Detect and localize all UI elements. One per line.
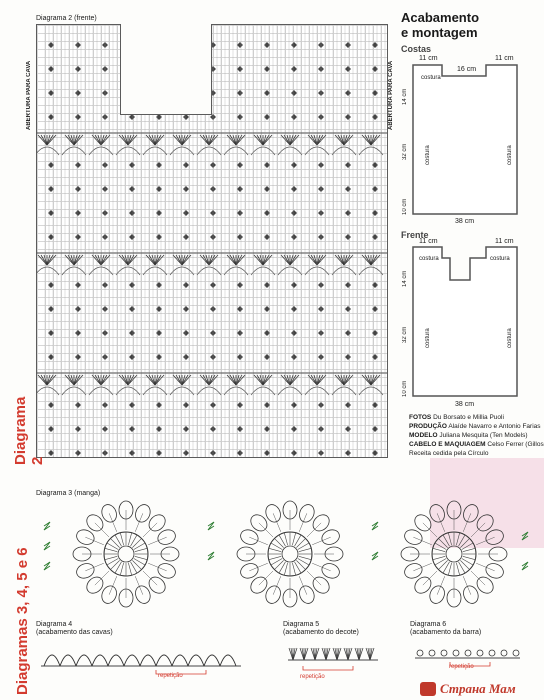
credit-line: MODELO Juliana Mesquita (Ten Models) bbox=[409, 432, 528, 439]
watermark-logo-icon bbox=[420, 682, 436, 696]
front-left-14: 14 cm bbox=[402, 270, 408, 287]
back-costura-side-left: costura bbox=[425, 145, 431, 165]
diagram6-repeat: repetição bbox=[449, 664, 474, 670]
diagram2-title: Diagrama 2 (frente) bbox=[36, 15, 97, 22]
diagram2-chart bbox=[36, 24, 388, 458]
watermark bbox=[420, 678, 544, 700]
diagram5-sub: (acabamento do decote) bbox=[283, 629, 359, 636]
diagram2-stitches bbox=[37, 25, 387, 457]
front-costura-side-right: costura bbox=[507, 328, 513, 348]
diagram4-title: Diagrama 4 bbox=[36, 621, 73, 628]
side-label-left: ABERTURA PARA CAVA bbox=[26, 60, 32, 130]
credit-line: CABELO E MAQUIAGEM Celso Ferrer (Gillos bbox=[409, 441, 544, 448]
back-bottom: 38 cm bbox=[455, 218, 475, 225]
front-top-left: 11 cm bbox=[419, 238, 438, 245]
credit-line: FOTOS Du Borsato e Millia Puoli bbox=[409, 414, 504, 421]
back-top-mid: 16 cm bbox=[457, 66, 477, 73]
back-costura-side-right: costura bbox=[507, 145, 513, 165]
costas-label: Costas bbox=[401, 44, 432, 54]
diagram6-sub: (acabamento da barra) bbox=[410, 629, 482, 636]
back-top-right: 11 cm bbox=[495, 55, 514, 62]
frente-label: Frente bbox=[401, 230, 429, 240]
diagram6-title: Diagrama 6 bbox=[410, 621, 447, 628]
back-left-14: 14 cm bbox=[402, 88, 408, 105]
front-bottom: 38 cm bbox=[455, 401, 475, 408]
finishing-title-2: e montagem bbox=[401, 25, 478, 40]
credit-line: Receita cedida pela Círculo bbox=[409, 450, 489, 457]
back-left-10: 10 cm bbox=[402, 198, 408, 215]
credits bbox=[409, 413, 544, 458]
neck-notch bbox=[120, 24, 212, 115]
diagram3-motifs bbox=[36, 496, 536, 612]
side-label-right: ABERTURA PARA CAVA bbox=[388, 60, 394, 130]
diagram4-sub: (acabamento das cavas) bbox=[36, 629, 113, 636]
front-left-10: 10 cm bbox=[402, 380, 408, 397]
diagram4-chart bbox=[36, 638, 246, 678]
front-left-32: 32 cm bbox=[402, 326, 408, 343]
diagram4-repeat: repetição bbox=[158, 673, 183, 679]
front-top-right: 11 cm bbox=[495, 238, 514, 245]
diagram5-title: Diagrama 5 bbox=[283, 621, 320, 628]
back-costura-top: costura bbox=[421, 75, 441, 81]
diagram5-repeat: repetição bbox=[300, 674, 325, 680]
watermark-text: Страна Мам bbox=[440, 681, 516, 696]
diagrams-3456-label: Diagramas 3, 4, 5 e 6 bbox=[14, 547, 31, 695]
diagram3-title: Diagrama 3 (manga) bbox=[36, 490, 101, 497]
front-costura-side-left: costura bbox=[425, 328, 431, 348]
credit-line: PRODUÇÃO Alaíde Navarro e Antonio Farias bbox=[409, 423, 541, 430]
diagram5-chart bbox=[283, 640, 383, 678]
front-costura-left: costura bbox=[419, 256, 439, 262]
back-top-left: 11 cm bbox=[419, 55, 438, 62]
back-left-32: 32 cm bbox=[402, 143, 408, 160]
diagram2-big-label: Diagrama 2 bbox=[12, 396, 46, 465]
finishing-title-1: Acabamento bbox=[401, 10, 480, 25]
front-costura-right: costura bbox=[490, 256, 510, 262]
